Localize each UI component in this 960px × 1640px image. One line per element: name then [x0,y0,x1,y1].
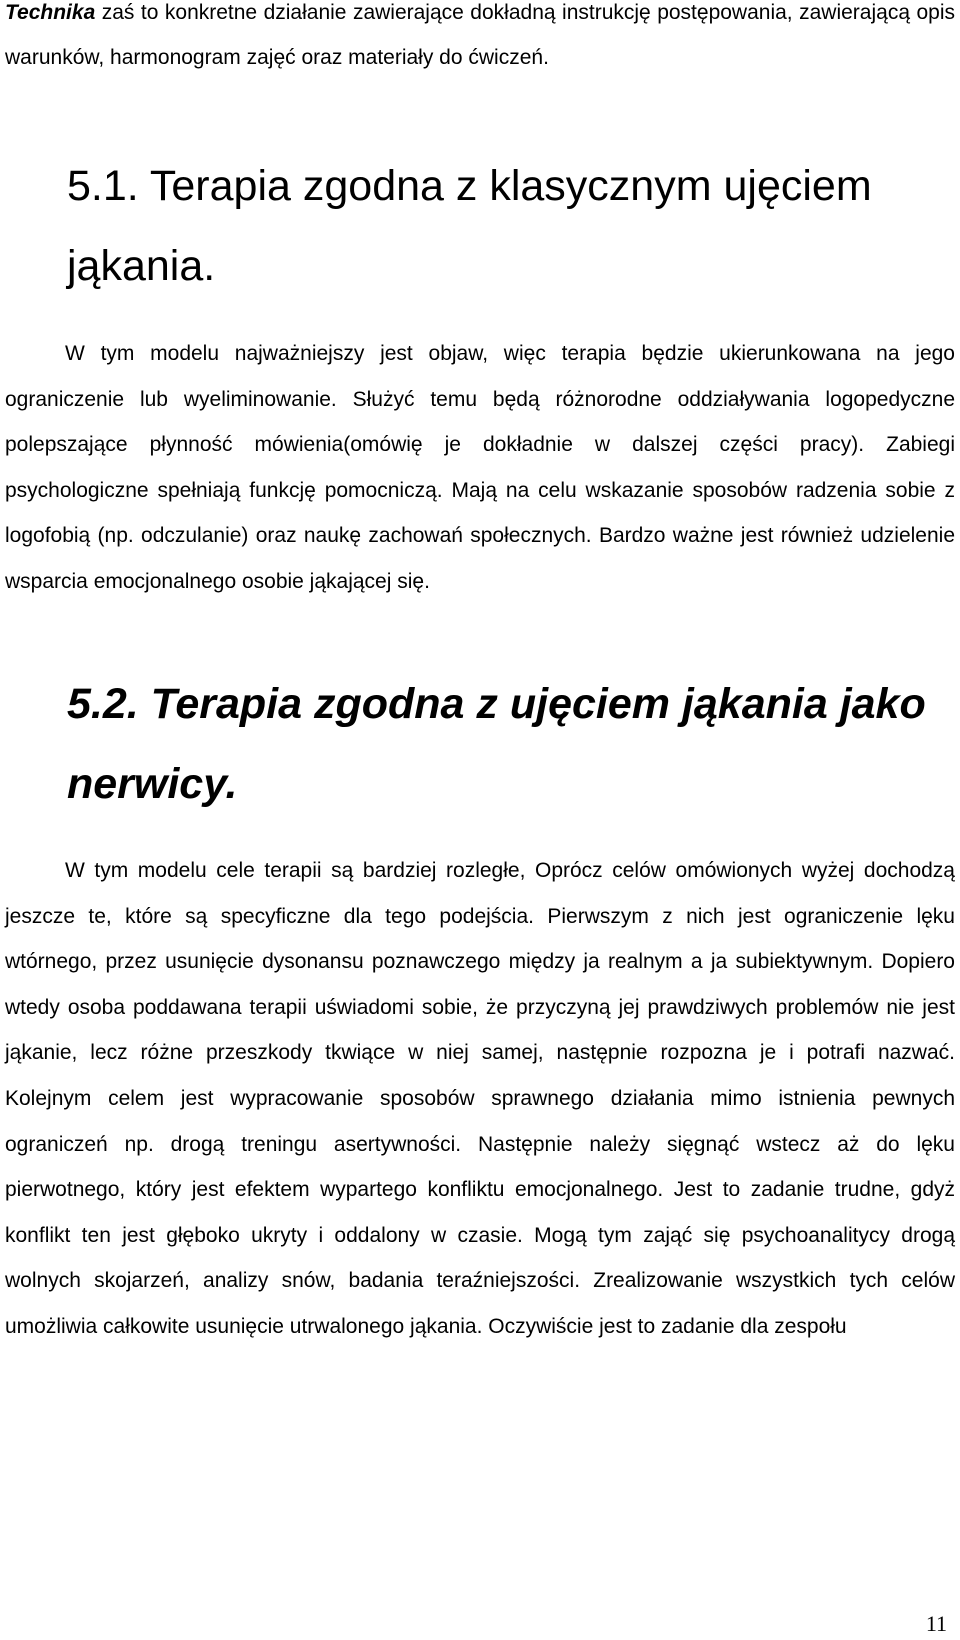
section-5-2-body [5,848,955,1350]
intro-text: zaś to konkretne działanie zawierające dokładną instrukcję postępowania, zawierającą opis warunków, harmonogram zajęć oraz materiały do ćwiczeń. [5,1,955,69]
intro-paragraph [5,0,955,80]
section-heading-5-1: 5.1. Terapia zgodna z klasycznym ujęciem jąkania. [67,162,872,290]
section-5-2-text: W tym modelu cele terapii są bardziej rozległe, Oprócz celów omówionych wyżej dochodzą jeszcze te, które są specyficzne dla tego podejścia. Pierwszym z nich jest ograniczenie lęku wtórnego, przez usunięcie dysonansu poznawczego między ja realnym a ja subiektywnym. Dopiero wtedy osoba poddawana terapii uświadomi sobie, że przyczyną jej prawdziwych problemów nie jest jąkanie, lecz różne przeszkody tkwiące w niej samej, następnie rozpozna je i potrafi nazwać. Kolejnym celem jest wypracowanie sposobów sprawnego działania mimo istnienia pewnych ograniczeń np. drogą treningu asertywności. Następnie należy sięgnąć wstecz aż do lęku pierwotnego, który jest efektem wypartego konfliktu emocjonalnego. Jest to zadanie trudne, gdyż konflikt ten jest głęboko ukryty i oddalony w czasie. Mogą tym zająć się psychoanalitycy drogą wolnych skojarzeń, analizy snów, badania teraźniejszości. Zrealizowanie wszystkich tych celów umożliwia całkowite usunięcie utrwalonego jąkania. Oczywiście jest to zadanie dla zespołu [5,859,955,1338]
section-5-1-body [5,331,955,605]
section-heading-5-2: 5.2. Terapia zgodna z ujęciem jąkania jako nerwicy. [67,680,926,808]
page-number: 11 [925,1611,947,1636]
section-5-1-text: W tym modelu najważniejszy jest objaw, więc terapia będzie ukierunkowana na jego ograniczenie lub wyeliminowanie. Służyć temu będą różnorodne oddziaływania logopedyczne polepszające płynność mówienia(omówię je dokładnie w dalszej części pracy). Zabiegi psychologiczne spełniają funkcję pomocniczą. Mają na celu wskazanie sposobów radzenia sobie z logofobią (np. odczulanie) oraz naukę zachowań społecznych. Bardzo ważne jest również udzielenie wsparcia emocjonalnego osobie jąkającej się. [5,342,955,593]
intro-term: Technika [5,1,96,24]
